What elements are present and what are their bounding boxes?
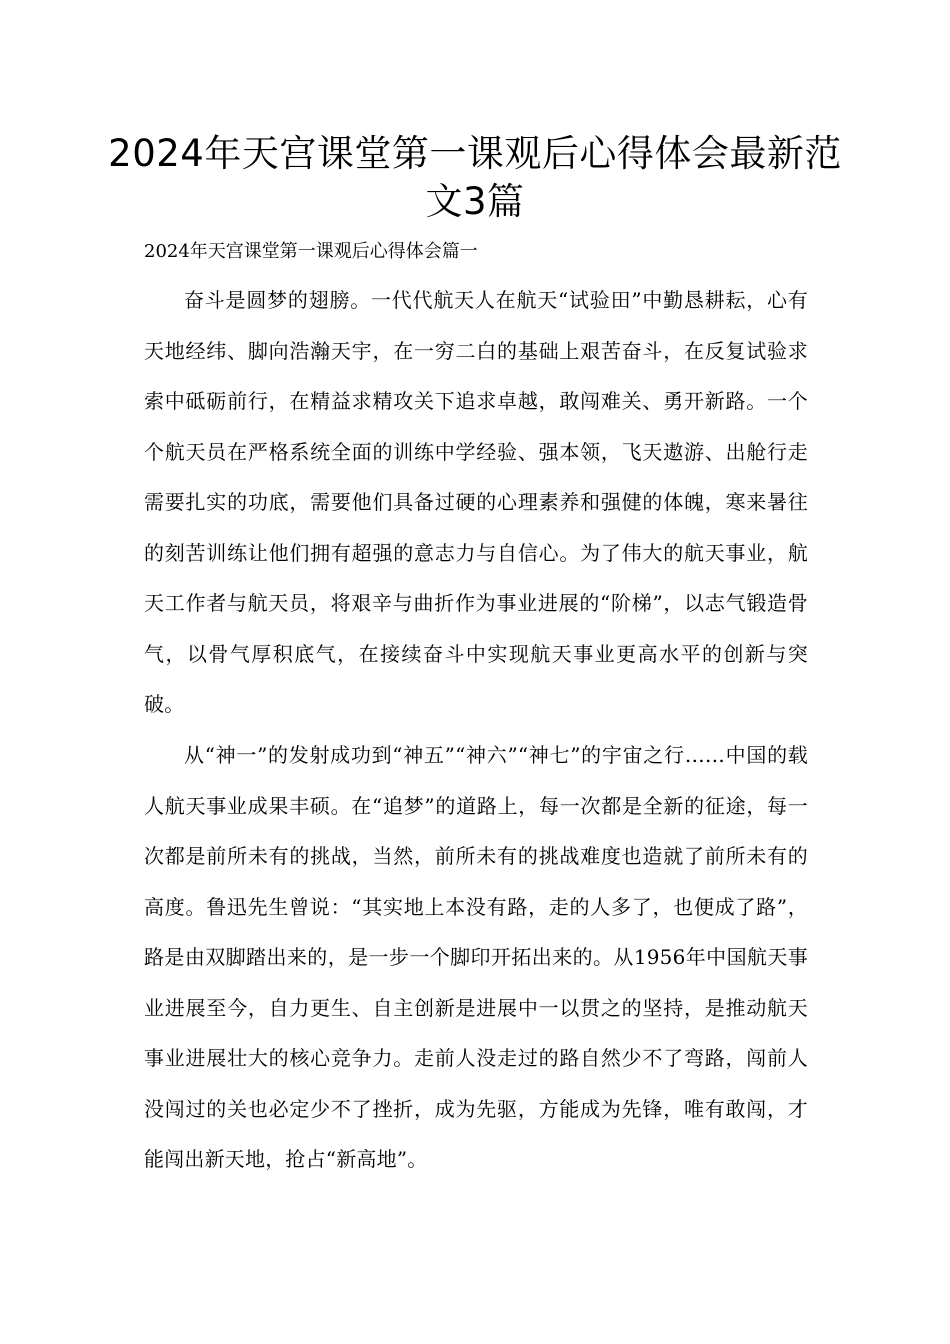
- body-paragraph-2: 从“神一”的发射成功到“神五”“神六”“神七”的宇宙之行……中国的载人航天事业成果丰硕。在“追梦”的道路上，每一次都是全新的征途，每一次都是前所未有的挑战，当然，前所未有的挑战难度也造就了前所未有的高度。鲁迅先生曾说：“其实地上本没有路，走的人多了，也便成了路”，路是由双脚踏出来的，是一步一个脚印开拓出来的。从1956年中国航天事业进展至今，自力更生、自主创新是进展中一以贯之的坚持，是推动航天事业进展壮大的核心竞争力。走前人没走过的路自然少不了弯路，闯前人没闯过的关也必定少不了挫折，成为先驱，方能成为先锋，唯有敢闯，才能闯出新天地，抢占“新高地”。: [144, 743, 808, 1171]
- body-paragraph-1: 奋斗是圆梦的翅膀。一代代航天人在航天“试验田”中勤恳耕耘，心有天地经纬、脚向浩瀚天宇，在一穷二白的基础上艰苦奋斗，在反复试验求索中砥砺前行，在精益求精攻关下追求卓越，敢闯难关、勇开新路。一个个航天员在严格系统全面的训练中学经验、强本领，飞天遨游、出舱行走需要扎实的功底，需要他们具备过硬的心理素养和强健的体魄，寒来暑往的刻苦训练让他们拥有超强的意志力与自信心。为了伟大的航天事业，航天工作者与航天员，将艰辛与曲折作为事业进展的“阶梯”，以志气锻造骨气，以骨气厚积底气，在接续奋斗中实现航天事业更高水平的创新与突破。: [144, 288, 808, 716]
- document-title: 2024年天宫课堂第一课观后心得体会最新范文3篇: [108, 132, 842, 223]
- section-heading: 2024年天宫课堂第一课观后心得体会篇一: [144, 241, 478, 262]
